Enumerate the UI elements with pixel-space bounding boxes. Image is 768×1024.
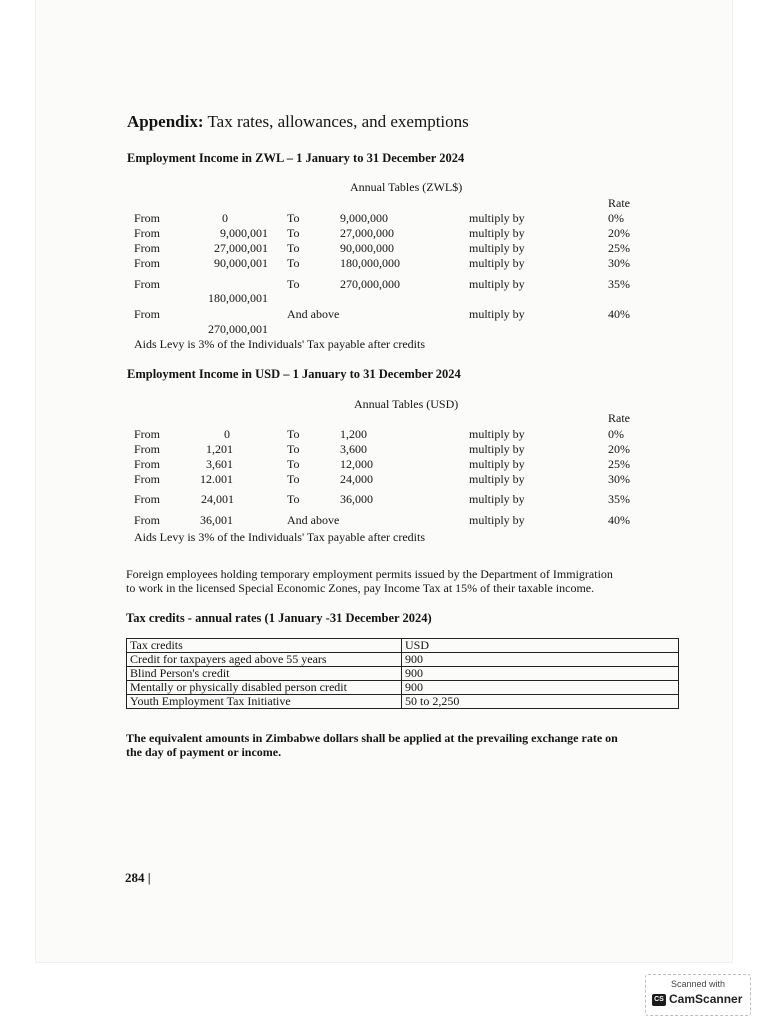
multiply-label: multiply by [469, 307, 525, 321]
credit-value: 50 to 2,250 [402, 695, 679, 709]
tax-credits-table [126, 638, 679, 709]
upper-bound: 24,000 [340, 472, 373, 486]
table-row [0, 211, 768, 226]
table-row [0, 442, 768, 457]
lower-bound: 0 [224, 427, 230, 441]
credit-value: 900 [402, 653, 679, 667]
lower-bound: 12.001 [200, 472, 233, 486]
page-number: 284 | [125, 870, 151, 885]
from-label: From [134, 241, 161, 255]
from-label: From [134, 513, 161, 527]
scanned-with-label: Scanned with [670, 979, 726, 989]
upper-bound: 9,000,000 [340, 211, 388, 225]
usd-aids-levy-note: Aids Levy is 3% of the Individuals' Tax payable after credits [134, 530, 426, 544]
credit-name: Blind Person's credit [127, 667, 402, 681]
upper-bound: 36,000 [340, 492, 373, 506]
from-label: From [134, 277, 161, 291]
foreign-employees-paragraph [126, 567, 686, 595]
usd-heading: Employment Income in USD – 1 January to 31 December 2024 [127, 367, 461, 381]
multiply-label: multiply by [469, 457, 525, 471]
rate-value: 25% [608, 241, 630, 255]
table-row [0, 492, 768, 507]
from-label: From [134, 211, 161, 225]
table-row [127, 681, 679, 695]
to-label: To [287, 256, 300, 270]
from-label: From [134, 226, 161, 240]
rate-value: 20% [608, 226, 630, 240]
rate-value: 20% [608, 442, 630, 456]
table-row [0, 513, 768, 528]
camscanner-logo-icon: CS [652, 994, 666, 1006]
table-row [0, 226, 768, 241]
table-row [0, 256, 768, 271]
zwl-aids-levy-note: Aids Levy is 3% of the Individuals' Tax payable after credits [134, 337, 426, 351]
multiply-label: multiply by [469, 427, 525, 441]
from-label: From [134, 427, 161, 441]
rate-value: 30% [608, 472, 630, 486]
multiply-label: multiply by [469, 513, 525, 527]
table-row [127, 695, 679, 709]
lower-bound: 90,000,001 [214, 256, 268, 270]
upper-bound: 3,600 [340, 442, 367, 456]
rate-value: 25% [608, 457, 630, 471]
rate-value: 30% [608, 256, 630, 270]
multiply-label: multiply by [469, 211, 525, 225]
lower-bound: 27,000,001 [214, 241, 268, 255]
appendix-title [127, 112, 469, 132]
zwl-caption: Annual Tables (ZWL$) [350, 180, 463, 194]
paragraph-line: The equivalent amounts in Zimbabwe dollars shall be applied at the prevailing exchange rate on [126, 731, 618, 745]
lower-bound: 36,001 [200, 513, 233, 527]
multiply-label: multiply by [469, 442, 525, 456]
to-label: To [287, 277, 300, 291]
credit-name: Tax credits [127, 639, 402, 653]
from-label: From [134, 492, 161, 506]
multiply-label: multiply by [469, 256, 525, 270]
appendix-label: Appendix: [127, 112, 204, 131]
multiply-label: multiply by [469, 277, 525, 291]
rate-value: 0% [608, 211, 624, 225]
to-label: To [287, 442, 300, 456]
multiply-label: multiply by [469, 241, 525, 255]
upper-bound: 270,000,000 [340, 277, 400, 291]
zwl-heading: Employment Income in ZWL – 1 January to 31 December 2024 [127, 151, 465, 165]
upper-bound: 12,000 [340, 457, 373, 471]
zwl-rate-header: Rate [608, 196, 630, 210]
multiply-label: multiply by [469, 472, 525, 486]
rate-value: 40% [608, 513, 630, 527]
table-row [127, 667, 679, 681]
tax-credits-heading: Tax credits - annual rates (1 January -31 December 2024) [126, 611, 432, 625]
rate-value: 35% [608, 277, 630, 291]
rate-value: 0% [608, 427, 624, 441]
paragraph-line: the day of payment or income. [126, 745, 282, 759]
table-row [127, 653, 679, 667]
lower-bound: 24,001 [201, 492, 234, 506]
multiply-label: multiply by [469, 492, 525, 506]
lower-bound: 270,000,001 [208, 322, 268, 336]
lower-bound: 180,000,001 [208, 291, 268, 305]
lower-bound: 0 [222, 211, 228, 225]
to-label: To [287, 492, 300, 506]
from-label: From [134, 472, 161, 486]
camscanner-watermark [645, 974, 751, 1016]
multiply-label: multiply by [469, 226, 525, 240]
to-label: To [287, 226, 300, 240]
table-row [0, 457, 768, 472]
upper-bound: 27,000,000 [340, 226, 394, 240]
table-row [0, 307, 768, 339]
to-label: To [287, 211, 300, 225]
rate-value: 40% [608, 307, 630, 321]
upper-bound: 180,000,000 [340, 256, 400, 270]
usd-rate-header: Rate [608, 411, 630, 425]
from-label: From [134, 457, 161, 471]
upper-bound: 90,000,000 [340, 241, 394, 255]
table-row [0, 241, 768, 256]
table-row [0, 277, 768, 309]
to-label: To [287, 457, 300, 471]
table-row [127, 639, 679, 653]
rate-value: 35% [608, 492, 630, 506]
credit-value: USD [402, 639, 679, 653]
camscanner-brand: CamScanner [669, 992, 743, 1006]
appendix-title-text: Tax rates, allowances, and exemptions [207, 112, 469, 131]
to-label: And above [287, 513, 340, 527]
to-label: To [287, 241, 300, 255]
credit-name: Mentally or physically disabled person credit [127, 681, 402, 695]
credit-value: 900 [402, 667, 679, 681]
from-label: From [134, 307, 161, 321]
lower-bound: 9,000,001 [220, 226, 268, 240]
credit-name: Youth Employment Tax Initiative [127, 695, 402, 709]
table-row [0, 472, 768, 487]
from-label: From [134, 256, 161, 270]
credit-name: Credit for taxpayers aged above 55 years [127, 653, 402, 667]
paragraph-line: to work in the licensed Special Economic Zones, pay Income Tax at 15% of their taxable income. [126, 581, 595, 595]
lower-bound: 3,601 [206, 457, 233, 471]
credit-value: 900 [402, 681, 679, 695]
to-label: To [287, 472, 300, 486]
to-label: And above [287, 307, 340, 321]
paragraph-line: Foreign employees holding temporary employment permits issued by the Department of Immigration [126, 567, 613, 581]
from-label: From [134, 442, 161, 456]
lower-bound: 1,201 [206, 442, 233, 456]
usd-caption: Annual Tables (USD) [354, 397, 459, 411]
table-row [0, 427, 768, 442]
to-label: To [287, 427, 300, 441]
upper-bound: 1,200 [340, 427, 367, 441]
equivalent-amounts-paragraph [126, 731, 686, 759]
